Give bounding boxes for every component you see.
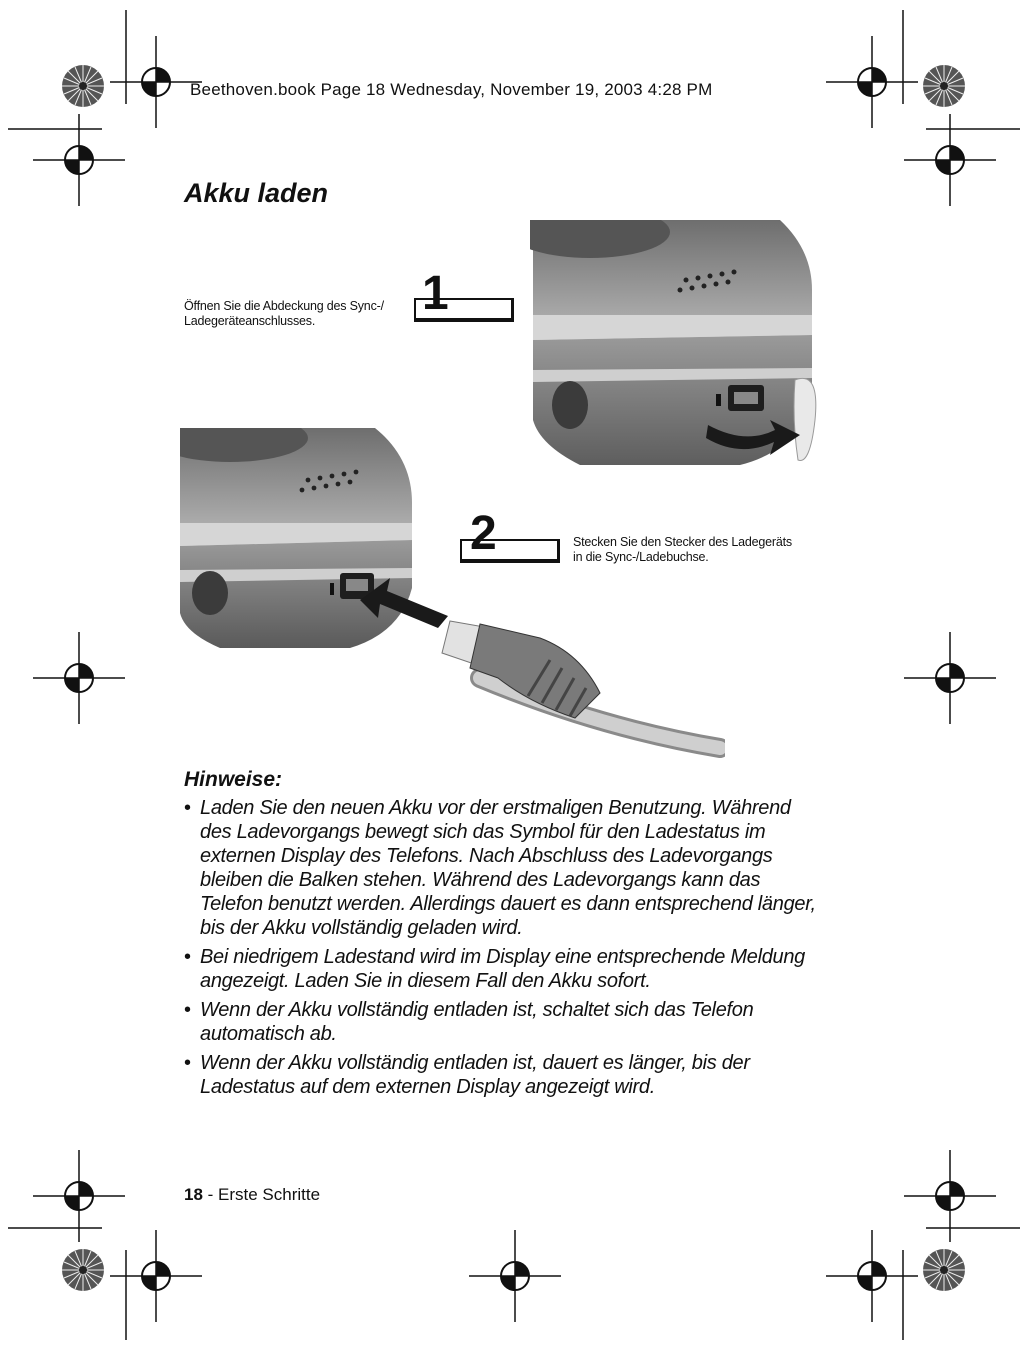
section-name: Erste Schritte <box>218 1185 321 1204</box>
step-2-caption: Stecken Sie den Stecker des Ladegeräts in die Sync-/Ladebuchse. <box>573 535 792 564</box>
phone-charger-plug-illustration <box>180 428 725 763</box>
note-text: Bei niedrigem Ladestand wird im Display eine entsprechende Meldung angezeigt. Laden Sie in diesem Fall den Akku sofort. <box>200 946 806 992</box>
note-item: • Wenn der Akku vollständig entladen ist, dauert es länger, bis der Ladestatus auf dem externen Display angezeigt wird. <box>184 1052 750 1098</box>
step-1-number: 1 <box>422 267 449 320</box>
note-text: Laden Sie den neuen Akku vor der erstmaligen Benutzung. Während des Ladevorgangs bewegt sich das Symbol für den Ladestatus im externen Display des Telefons. Nach Abschluss des Ladevorgangs bleiben die Balken stehen. Während des Ladevorgangs kann das Telefon benutzt werden. Allerdings dauert es dann entsprechend länger, bis der Akku vollständig geladen wird. <box>200 797 816 939</box>
page-title: Akku laden <box>184 178 329 208</box>
footer-separator: - <box>202 1185 219 1204</box>
page-number: 18 <box>184 1185 203 1204</box>
slug-line: Beethoven.book Page 18 Wednesday, November 19, 2003 4:28 PM <box>190 80 713 99</box>
note-item: • Laden Sie den neuen Akku vor der erstmaligen Benutzung. Während des Ladevorgangs bewegt sich das Symbol für den Ladestatus im externen Display des Telefons. Nach Abschluss des Ladevorgangs bleiben die Balken stehen. Während des Ladevorgangs kann das Telefon benutzt werden. Allerdings dauert es dann entsprechend länger, bis der Akku vollständig geladen wird. <box>184 797 816 939</box>
note-item: • Bei niedrigem Ladestand wird im Display eine entsprechende Meldung angezeigt. Laden Sie in diesem Fall den Akku sofort. <box>184 946 806 992</box>
page-footer <box>184 1185 320 1205</box>
step-2-number: 2 <box>470 507 497 560</box>
notes-list <box>184 796 824 1104</box>
note-text: Wenn der Akku vollständig entladen ist, dauert es länger, bis der Ladestatus auf dem externen Display angezeigt wird. <box>200 1052 750 1098</box>
note-text: Wenn der Akku vollständig entladen ist, schaltet sich das Telefon automatisch ab. <box>200 999 754 1045</box>
step-1-caption: Öffnen Sie die Abdeckung des Sync-/ Ladegeräteanschlusses. <box>184 299 384 328</box>
note-item: • Wenn der Akku vollständig entladen ist, schaltet sich das Telefon automatisch ab. <box>184 999 754 1045</box>
notes-heading: Hinweise: <box>184 768 283 791</box>
